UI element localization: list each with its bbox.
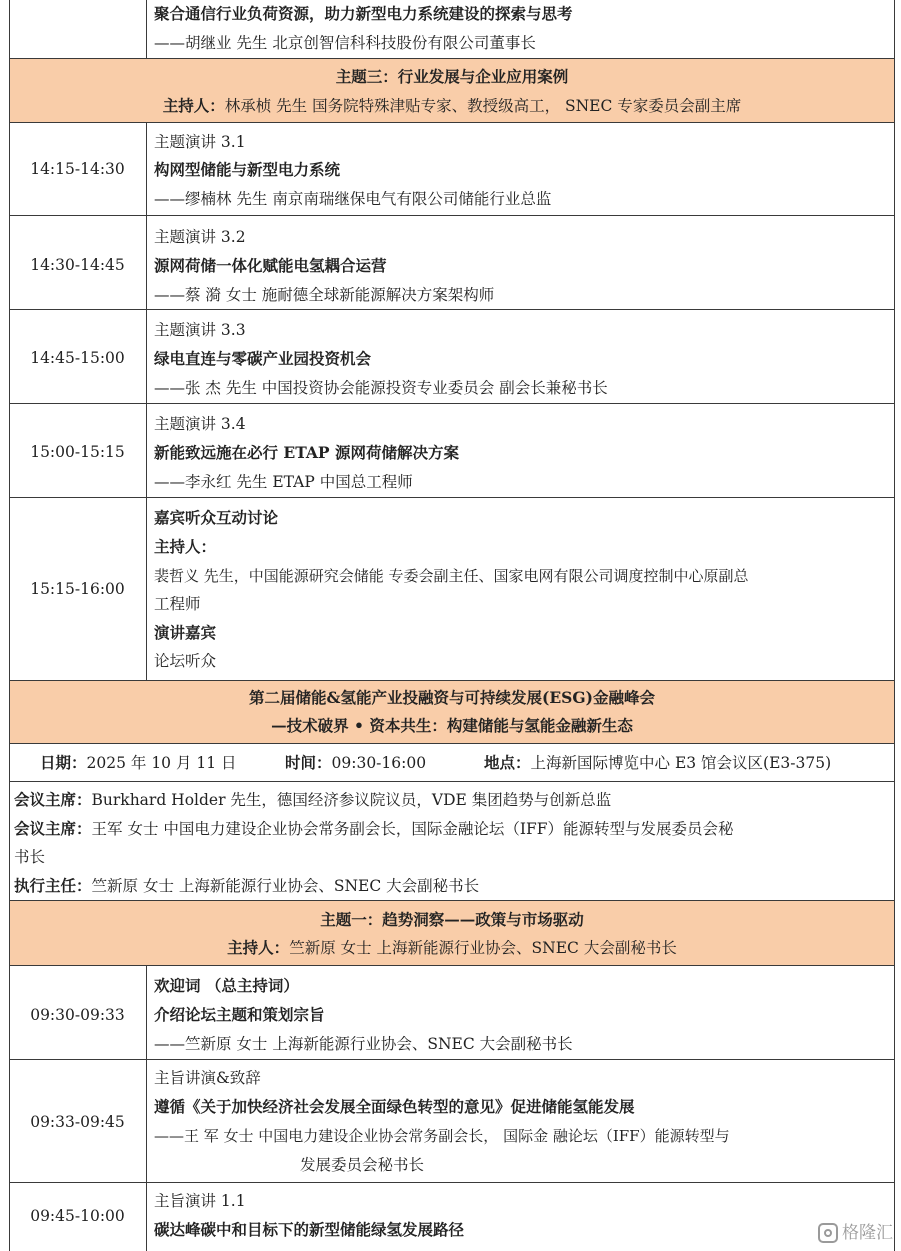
time-cell: 15:15-16:00 bbox=[30, 580, 125, 598]
date-label: 日期： bbox=[40, 753, 87, 772]
time-value: 09:30-16:00 bbox=[331, 754, 427, 772]
time-cell: 14:30-14:45 bbox=[30, 256, 125, 274]
discussion-title: 嘉宾听众互动讨论 bbox=[154, 508, 279, 527]
talk-speaker: ——竺新原 女士 上海新能源行业协会、SNEC 大会副秘书长 bbox=[154, 1035, 573, 1053]
chair-2 bbox=[14, 819, 734, 839]
theme1-title: 主题一：趋势洞察——政策与市场驱动 bbox=[320, 910, 584, 929]
talk-speaker: ——缪楠林 先生 南京南瑞继保电气有限公司储能行业总监 bbox=[154, 190, 552, 208]
discussion-host-cont: 工程师 bbox=[154, 595, 201, 613]
host-name: 林承桢 先生 国务院特殊津贴专家、教授级高工， SNEC 专家委员会副主席 bbox=[224, 97, 742, 115]
time-cell: 09:30-09:33 bbox=[30, 1006, 125, 1024]
watermark-logo-icon bbox=[818, 1223, 838, 1243]
discussion-audience: 论坛听众 bbox=[154, 652, 217, 670]
talk-title: 聚合通信行业负荷资源，助力新型电力系统建设的探索与思考 bbox=[154, 4, 573, 23]
talk-speaker: ——李永红 先生 ETAP 中国总工程师 bbox=[154, 473, 413, 491]
summit-subtitle: —技术破界 • 资本共生：构建储能与氢能金融新生态 bbox=[271, 716, 633, 735]
talk-title: 欢迎词 （总主持词） bbox=[154, 976, 299, 995]
discussion-host-label: 主持人： bbox=[154, 537, 217, 556]
summit-title: 第二届储能&氢能产业投融资与可持续发展(ESG)金融峰会 bbox=[249, 688, 655, 707]
time-cell: 09:45-10:00 bbox=[30, 1207, 125, 1225]
time-cell: 14:15-14:30 bbox=[30, 160, 125, 178]
discussion-speakers-label: 演讲嘉宾 bbox=[154, 623, 217, 642]
time-cell: 14:45-15:00 bbox=[30, 349, 125, 367]
talk-title: 碳达峰碳中和目标下的新型储能绿氢发展路径 bbox=[154, 1220, 465, 1239]
talk-speaker: ——王 军 女士 中国电力建设企业协会常务副会长， 国际金 融论坛（IFF）能源转型与 bbox=[154, 1127, 730, 1145]
chair-label: 会议主席： bbox=[14, 790, 92, 809]
time-label: 时间： bbox=[285, 753, 332, 772]
talk-label: 主题演讲 3.2 bbox=[154, 228, 246, 246]
theme1-host bbox=[9, 938, 895, 958]
theme3-title: 主题三：行业发展与企业应用案例 bbox=[335, 67, 569, 86]
chair-name: Burkhard Holder 先生，德国经济参议院议员，VDE 集团趋势与创新总监 bbox=[91, 791, 612, 809]
talk-speaker: ——蔡 漪 女士 施耐德全球新能源解决方案架构师 bbox=[154, 286, 495, 304]
exec-label: 执行主任： bbox=[14, 876, 92, 895]
exec-name: 竺新原 女士 上海新能源行业协会、SNEC 大会副秘书长 bbox=[91, 877, 480, 895]
talk-title: 遵循《关于加快经济社会发展全面绿色转型的意见》促进储能氢能发展 bbox=[154, 1097, 635, 1116]
talk-label: 主题演讲 3.3 bbox=[154, 321, 246, 339]
venue-label: 地点： bbox=[484, 753, 531, 772]
watermark bbox=[818, 1218, 893, 1243]
venue-value: 上海新国际博览中心 E3 馆会议区(E3-375) bbox=[530, 754, 832, 772]
chair-label: 会议主席： bbox=[14, 819, 92, 838]
talk-title: 源网荷储一体化赋能电氢耦合运营 bbox=[154, 256, 387, 275]
talk-title: 构网型储能与新型电力系统 bbox=[154, 160, 341, 179]
host-label: 主持人： bbox=[227, 938, 290, 957]
exec-director bbox=[14, 876, 479, 896]
chair-1 bbox=[14, 790, 611, 810]
theme3-host bbox=[9, 96, 895, 116]
discussion-host: 裴哲义 先生，中国能源研究会储能 专委会副主任、国家电网有限公司调度控制中心原副总 bbox=[154, 567, 749, 585]
talk-speaker: ——胡继业 先生 北京创智信科科技股份有限公司董事长 bbox=[154, 34, 536, 52]
date-value: 2025 年 10 月 11 日 bbox=[86, 754, 237, 772]
chair-2-cont: 书长 bbox=[14, 848, 46, 866]
talk-speaker: ——张 杰 先生 中国投资协会能源投资专业委员会 副会长兼秘书长 bbox=[154, 379, 608, 397]
chair-name: 王军 女士 中国电力建设企业协会常务副会长，国际金融论坛（IFF）能源转型与发展委员会秘 bbox=[91, 820, 734, 838]
talk-title: 新能致远施在必行 ETAP 源网荷储解决方案 bbox=[154, 443, 459, 462]
watermark-text: 格隆汇 bbox=[842, 1223, 893, 1243]
summit-venue bbox=[484, 753, 831, 773]
talk-speaker-cont: 发展委员会秘书长 bbox=[300, 1156, 425, 1174]
talk-label: 主旨演讲 1.1 bbox=[154, 1192, 246, 1210]
time-cell: 09:33-09:45 bbox=[30, 1113, 125, 1131]
host-name: 竺新原 女士 上海新能源行业协会、SNEC 大会副秘书长 bbox=[289, 939, 677, 957]
summit-date bbox=[40, 753, 237, 773]
host-label: 主持人： bbox=[162, 96, 225, 115]
time-cell: 15:00-15:15 bbox=[30, 443, 125, 461]
talk-title: 绿电直连与零碳产业园投资机会 bbox=[154, 349, 372, 368]
talk-label: 主题演讲 3.4 bbox=[154, 415, 246, 433]
talk-label: 主题演讲 3.1 bbox=[154, 133, 246, 151]
talk-subtitle: 介绍论坛主题和策划宗旨 bbox=[154, 1005, 325, 1024]
talk-label: 主旨讲演&致辞 bbox=[154, 1069, 261, 1087]
summit-time bbox=[285, 753, 426, 773]
